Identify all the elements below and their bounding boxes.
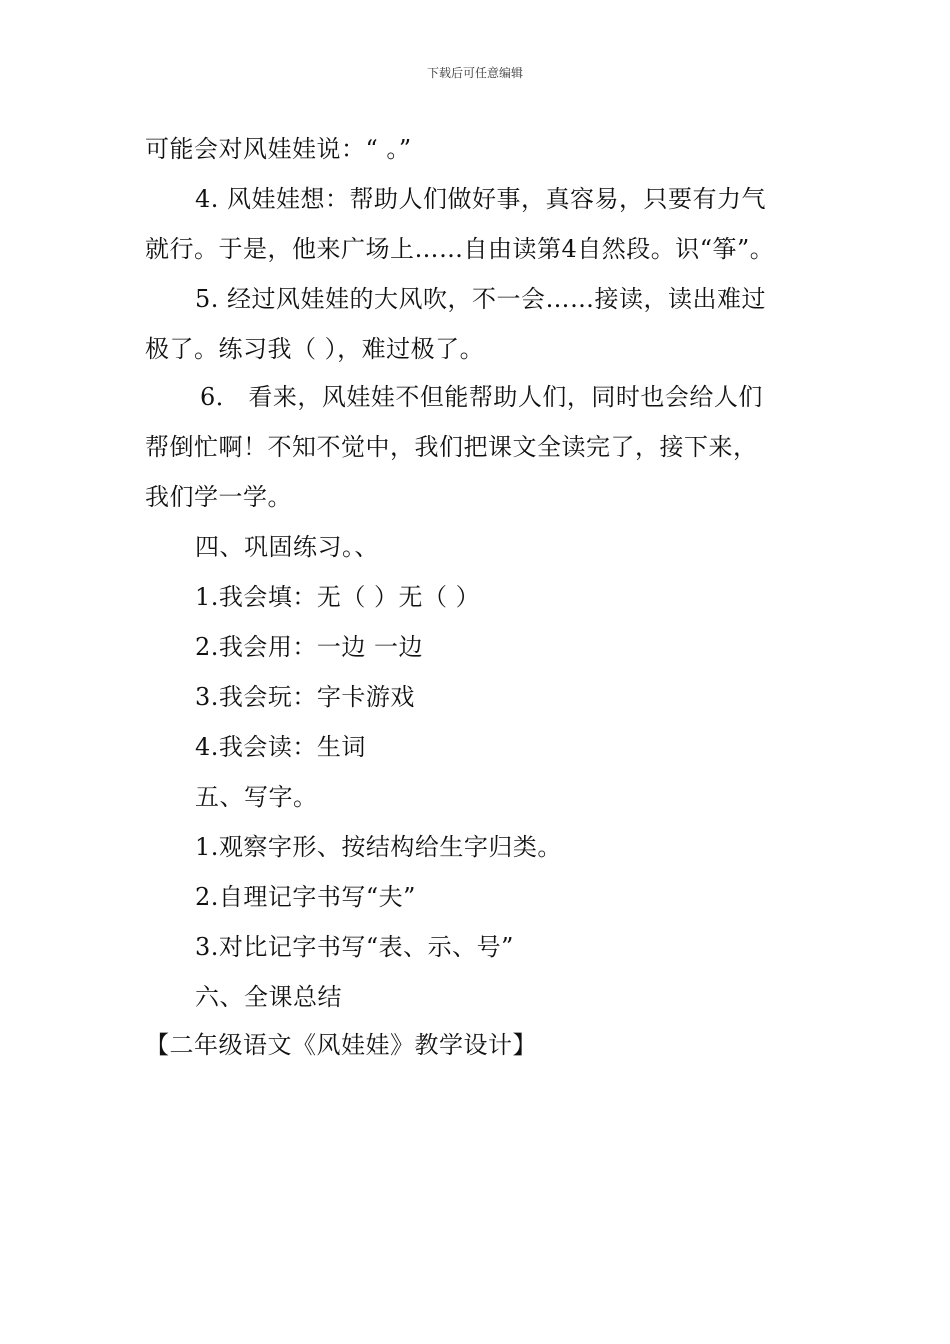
document-title-footer: 【二年级语文《风娃娃》教学设计】 xyxy=(145,1031,537,1059)
list-item: 1.我会填：无（ ）无（ ） xyxy=(195,583,481,611)
text-line-6: 6． 看来，风娃娃不但能帮助人们，同时也会给人们 xyxy=(200,383,763,411)
list-item: 3.对比记字书写“表、示、号” xyxy=(195,933,514,961)
list-item: 1.观察字形、按结构给生字归类。 xyxy=(195,833,562,861)
page-header-watermark: 下载后可任意编辑 xyxy=(426,66,523,80)
text-line-4: 5. 经过风娃娃的大风吹，不一会……接读，读出难过 xyxy=(195,285,767,313)
text-line-1: 可能会对风娃娃说：“ 。” xyxy=(145,135,412,163)
section-heading-6: 六、全课总结 xyxy=(195,983,342,1011)
section-heading-4: 四、巩固练习。、 xyxy=(195,533,379,561)
list-item: 2.自理记字书写“夫” xyxy=(195,883,416,911)
text-line-7: 帮倒忙啊！不知不觉中，我们把课文全读完了，接下来， xyxy=(145,433,758,461)
list-item: 2.我会用：一边 一边 xyxy=(195,633,424,661)
text-line-8: 我们学一学。 xyxy=(145,483,292,511)
list-item: 3.我会玩：字卡游戏 xyxy=(195,683,415,711)
text-line-3: 就行。于是，他来广场上……自由读第4自然段。识“筝”。 xyxy=(145,235,775,263)
text-line-5: 极了。练习我（ ），难过极了。 xyxy=(145,335,485,363)
section-heading-5: 五、写字。 xyxy=(195,783,318,811)
text-line-2: 4. 风娃娃想：帮助人们做好事，真容易，只要有力气 xyxy=(195,185,767,213)
list-item: 4.我会读：生词 xyxy=(195,733,366,761)
